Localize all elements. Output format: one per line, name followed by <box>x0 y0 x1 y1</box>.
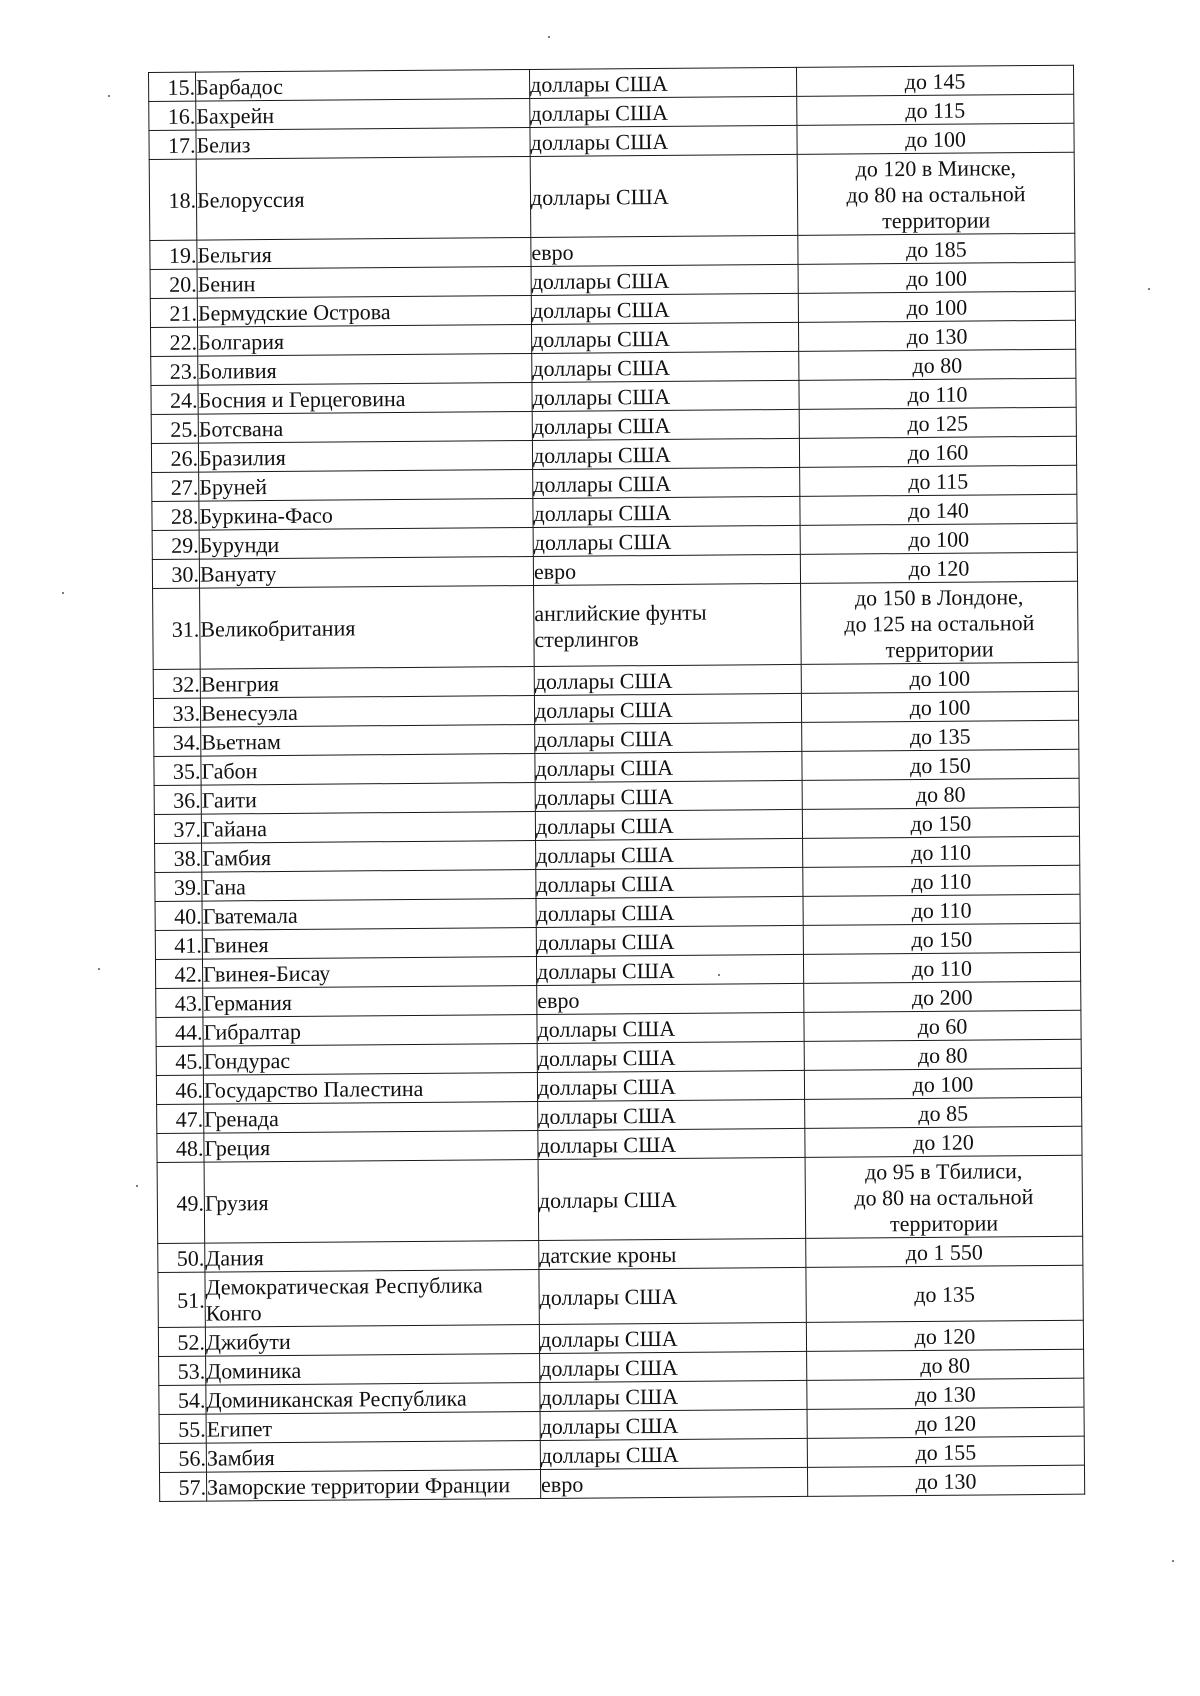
country-name: Доминика <box>206 1353 540 1385</box>
country-name: Гамбия <box>202 840 536 872</box>
row-number: 15. <box>149 72 196 101</box>
currency-name: доллары США <box>532 380 799 411</box>
daily-limit: до 100 <box>800 523 1077 554</box>
daily-limit: до 130 <box>798 320 1075 351</box>
currency-name: доллары США <box>540 1351 807 1382</box>
country-name: Греция <box>204 1130 538 1162</box>
currency-name: доллары США <box>533 525 800 556</box>
currency-name: доллары США <box>536 954 803 985</box>
row-number: 21. <box>150 298 197 327</box>
daily-limit: до 150 <box>803 923 1080 954</box>
daily-limit: до 120 <box>806 1320 1083 1351</box>
country-name: Германия <box>203 985 537 1017</box>
daily-limit: до 160 <box>799 436 1076 467</box>
country-name: Гана <box>202 869 536 901</box>
currency-name: доллары США <box>539 1322 806 1353</box>
currency-name: доллары США <box>535 809 802 840</box>
currency-name: доллары США <box>534 664 801 695</box>
row-number: 38. <box>155 843 202 872</box>
row-number: 29. <box>152 530 199 559</box>
country-name: Великобритания <box>200 585 535 669</box>
daily-limit: до 130 <box>807 1378 1084 1409</box>
daily-limit: до 120 <box>807 1407 1084 1438</box>
row-number: 35. <box>154 756 201 785</box>
row-number: 42. <box>155 959 202 988</box>
currency-name: доллары США <box>532 438 799 469</box>
country-name: Дания <box>205 1240 539 1272</box>
currency-name: доллары США <box>533 467 800 498</box>
row-number: 24. <box>151 385 198 414</box>
country-name: Гондурас <box>203 1043 537 1075</box>
daily-limit: до 100 <box>801 662 1078 693</box>
currency-name: доллары США <box>536 867 803 898</box>
daily-limit: до 80 <box>804 1039 1081 1070</box>
row-number: 51. <box>158 1272 205 1327</box>
currency-name: евро <box>531 235 798 266</box>
row-number: 28. <box>152 501 199 530</box>
country-name: Вануату <box>199 556 533 588</box>
row-number: 16. <box>149 101 196 130</box>
row-number: 50. <box>158 1243 205 1272</box>
daily-limit: до 145 <box>796 65 1073 96</box>
row-number: 30. <box>152 559 199 588</box>
country-name: Белиз <box>196 128 530 160</box>
currency-name: доллары США <box>535 751 802 782</box>
daily-limit: до 135 <box>802 720 1079 751</box>
row-number: 25. <box>151 414 198 443</box>
row-number: 39. <box>155 872 202 901</box>
daily-limit: до 110 <box>803 952 1080 983</box>
currency-name: евро <box>540 1467 807 1498</box>
currency-name: доллары США <box>540 1409 807 1440</box>
scan-speck <box>62 592 64 594</box>
daily-limit: до 200 <box>804 981 1081 1012</box>
row-number: 57. <box>159 1472 206 1501</box>
daily-limit: до 150 <box>802 807 1079 838</box>
country-name: Бурунди <box>199 527 533 559</box>
table-row <box>157 1155 1083 1243</box>
country-name: Бермудские Острова <box>197 295 531 327</box>
row-number: 43. <box>156 988 203 1017</box>
daily-limit: до 100 <box>804 1068 1081 1099</box>
daily-limit: до 100 <box>797 123 1074 154</box>
country-name: Габон <box>201 753 535 785</box>
row-number: 49. <box>157 1162 205 1243</box>
row-number: 26. <box>151 443 198 472</box>
country-name: Замбия <box>206 1440 540 1472</box>
currency-name: доллары США <box>536 925 803 956</box>
table-row <box>149 152 1075 240</box>
country-name: Венгрия <box>200 666 534 698</box>
scan-speck <box>1172 1560 1174 1562</box>
row-number: 40. <box>155 901 202 930</box>
country-name: Гренада <box>204 1101 538 1133</box>
row-number: 33. <box>153 698 200 727</box>
scan-speck <box>136 1185 138 1187</box>
country-name: Бразилия <box>198 440 532 472</box>
daily-limit: до 120 в Минске, до 80 на остальной территории <box>797 152 1075 235</box>
scan-speck <box>718 974 720 976</box>
daily-limit: до 80 <box>799 349 1076 380</box>
currency-name: доллары США <box>531 293 798 324</box>
currency-name: доллары США <box>536 896 803 927</box>
row-number: 47. <box>157 1104 204 1133</box>
country-name: Джибути <box>205 1324 539 1356</box>
row-number: 36. <box>154 785 201 814</box>
currency-name: датские кроны <box>539 1238 806 1269</box>
country-name: Босния и Герцеговина <box>198 382 532 414</box>
country-name: Ботсвана <box>198 411 532 443</box>
rates-table-body <box>149 65 1085 1501</box>
country-name: Болгария <box>198 324 532 356</box>
row-number: 55. <box>159 1414 206 1443</box>
currency-name: доллары США <box>534 693 801 724</box>
rates-table <box>148 65 1085 1502</box>
row-number: 27. <box>152 472 199 501</box>
row-number: 34. <box>154 727 201 756</box>
currency-name: доллары США <box>530 125 797 156</box>
daily-limit: до 185 <box>798 233 1075 264</box>
currency-name: доллары США <box>532 409 799 440</box>
currency-name: доллары США <box>535 780 802 811</box>
row-number: 20. <box>150 269 197 298</box>
row-number: 53. <box>159 1356 206 1385</box>
country-name: Боливия <box>198 353 532 385</box>
currency-name: доллары США <box>530 96 797 127</box>
row-number: 52. <box>158 1327 205 1356</box>
row-number: 22. <box>151 327 198 356</box>
daily-limit: до 110 <box>803 865 1080 896</box>
daily-limit: до 115 <box>800 465 1077 496</box>
country-name: Бруней <box>199 469 533 501</box>
row-number: 48. <box>157 1133 204 1162</box>
country-name: Доминиканская Республика <box>206 1382 540 1414</box>
country-name: Белоруссия <box>196 157 531 241</box>
country-name: Буркина-Фасо <box>199 498 533 530</box>
daily-limit: до 85 <box>805 1097 1082 1128</box>
currency-name: евро <box>533 554 800 585</box>
table-row <box>153 581 1079 669</box>
daily-limit: до 115 <box>797 94 1074 125</box>
daily-limit: до 130 <box>807 1465 1084 1496</box>
country-name: Гайана <box>201 811 535 843</box>
daily-limit: до 155 <box>807 1436 1084 1467</box>
country-name: Гаити <box>201 782 535 814</box>
currency-name: доллары США <box>535 722 802 753</box>
country-name: Египет <box>206 1411 540 1443</box>
currency-name: доллары США <box>538 1157 806 1240</box>
country-name: Демократическая Республика Конго <box>205 1269 539 1327</box>
row-number: 44. <box>156 1017 203 1046</box>
country-name: Венесуэла <box>200 695 534 727</box>
currency-name: доллары США <box>536 838 803 869</box>
daily-limit: до 110 <box>799 378 1076 409</box>
country-name: Бельгия <box>197 237 531 269</box>
country-name: Гватемала <box>202 898 536 930</box>
daily-limit: до 100 <box>798 262 1075 293</box>
daily-limit: до 1 550 <box>806 1236 1083 1267</box>
country-name: Бенин <box>197 266 531 298</box>
daily-limit: до 110 <box>803 836 1080 867</box>
currency-name: доллары США <box>537 1070 804 1101</box>
row-number: 56. <box>159 1443 206 1472</box>
scan-speck <box>548 36 550 38</box>
country-name: Грузия <box>204 1159 539 1243</box>
country-name: Государство Палестина <box>203 1072 537 1104</box>
currency-name: доллары США <box>530 154 798 237</box>
row-number: 17. <box>149 130 196 159</box>
currency-name: доллары США <box>540 1438 807 1469</box>
row-number: 18. <box>149 159 197 240</box>
daily-limit: до 95 в Тбилиси, до 80 на остальной территории <box>805 1155 1083 1238</box>
row-number: 37. <box>154 814 201 843</box>
scan-speck <box>1148 288 1150 290</box>
currency-name: доллары США <box>537 1041 804 1072</box>
daily-limit: до 150 <box>802 749 1079 780</box>
country-name: Гибралтар <box>203 1014 537 1046</box>
table-row <box>158 1265 1083 1327</box>
country-name: Гвинея <box>202 927 536 959</box>
row-number: 19. <box>150 240 197 269</box>
daily-limit: до 150 в Лондоне, до 125 на остальной территории <box>801 581 1079 664</box>
currency-name: доллары США <box>538 1128 805 1159</box>
currency-name: евро <box>537 983 804 1014</box>
country-name: Бахрейн <box>196 99 530 131</box>
row-number: 23. <box>151 356 198 385</box>
daily-limit: до 80 <box>802 778 1079 809</box>
row-number: 41. <box>155 930 202 959</box>
daily-limit: до 110 <box>803 894 1080 925</box>
country-name: Вьетнам <box>201 724 535 756</box>
daily-limit: до 120 <box>805 1126 1082 1157</box>
daily-limit: до 125 <box>799 407 1076 438</box>
currency-name: доллары США <box>533 496 800 527</box>
daily-limit: до 100 <box>801 691 1078 722</box>
currency-name: доллары США <box>531 264 798 295</box>
currency-name: доллары США <box>538 1099 805 1130</box>
currency-name: доллары США <box>531 322 798 353</box>
daily-limit: до 120 <box>800 552 1077 583</box>
currency-name: доллары США <box>539 1267 806 1324</box>
row-number: 32. <box>153 669 200 698</box>
daily-limit: до 140 <box>800 494 1077 525</box>
currency-name: английские фунты стерлингов <box>534 583 802 666</box>
daily-limit: до 60 <box>804 1010 1081 1041</box>
currency-name: доллары США <box>532 351 799 382</box>
row-number: 46. <box>156 1075 203 1104</box>
row-number: 54. <box>159 1385 206 1414</box>
country-name: Заморские территории Франции <box>206 1469 540 1501</box>
row-number: 31. <box>153 588 201 669</box>
row-number: 45. <box>156 1046 203 1075</box>
currency-name: доллары США <box>529 67 796 98</box>
scan-speck <box>108 95 110 97</box>
daily-limit: до 100 <box>798 291 1075 322</box>
currency-name: доллары США <box>537 1012 804 1043</box>
daily-limit: до 135 <box>806 1265 1083 1322</box>
currency-name: доллары США <box>540 1380 807 1411</box>
country-name: Гвинея-Бисау <box>202 956 536 988</box>
table-row <box>159 1465 1084 1501</box>
daily-limit: до 80 <box>807 1349 1084 1380</box>
scan-speck <box>98 968 100 970</box>
country-name: Барбадос <box>196 70 530 102</box>
